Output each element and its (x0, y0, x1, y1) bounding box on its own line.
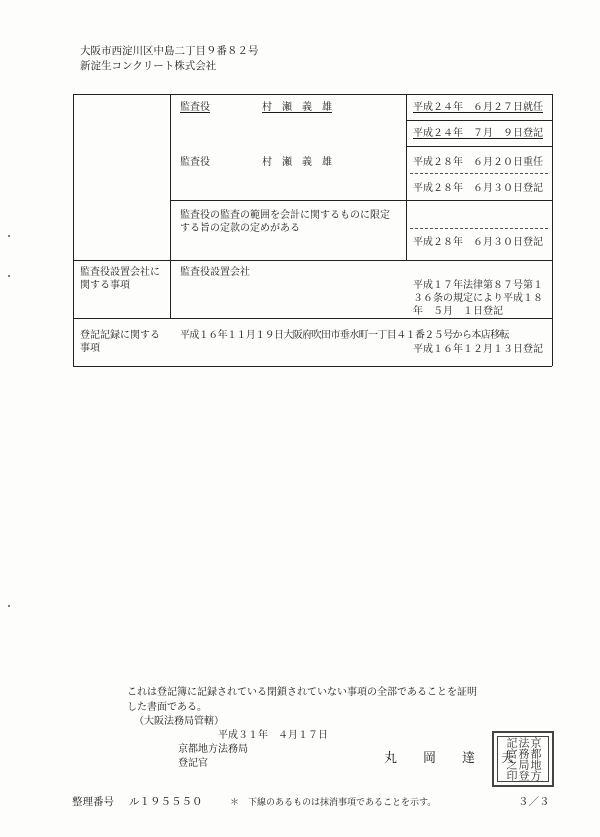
certification-line2: した書面である。 (127, 702, 207, 713)
certification-date: 平成３１年 ４月１７日 (218, 730, 328, 741)
certification-office: 京都地方法務局 (178, 744, 248, 755)
registry-record-value: 平成１６年１１月１９日大阪府吹田市垂水町一丁目４１番２５号から本店移転 (180, 330, 509, 341)
auditor-1-registered-date: 平成２４年 ７月 ９日登記 (413, 128, 543, 139)
certification-line1: これは登記簿に記録されている閉鎖されていない事項の全部であることを証明 (127, 687, 477, 698)
official-seal-text: 京都地方法務局登記官之印 (497, 736, 549, 782)
auditor-company-note-line3: 年 ５月 １日登記 (413, 306, 503, 317)
auditor-1-name: 村 瀬 義 雄 (262, 102, 332, 113)
auditor-1-title: 監査役 (180, 102, 210, 113)
auditor-2-registered-date: 平成２８年 ６月３０日登記 (413, 183, 543, 194)
auditor-company-label-line1: 監査役設置会社に (80, 267, 160, 278)
strikethrough-note: ＊ 下線のあるものは抹消事項であることを示す。 (230, 798, 437, 808)
page-number: ３／３ (518, 796, 550, 808)
registry-record-label-line2: 事項 (80, 343, 100, 354)
audit-scope-line1: 監査役の監査の範囲を会計に関するものに限定 (180, 210, 390, 221)
official-seal (492, 731, 554, 787)
certification-official-name: 丸 岡 達 夫 (384, 751, 515, 766)
company-address: 大阪市西淀川区中島二丁目９番８２号 (80, 45, 259, 57)
auditor-company-note-line2: ３６条の規定により平成１８ (413, 293, 543, 304)
auditor-2-title: 監査役 (180, 157, 210, 168)
auditor-1-appointed-date: 平成２４年 ６月２７日就任 (413, 102, 543, 113)
audit-scope-line2: する旨の定款の定めがある (180, 223, 300, 234)
registry-record-label-line1: 登記記録に関する (80, 330, 160, 341)
auditor-2-reappointed-date: 平成２８年 ６月２０日重任 (413, 157, 543, 168)
auditor-2-name: 村 瀬 義 雄 (262, 157, 332, 168)
reference-label: 整理番号 (72, 796, 114, 808)
company-name: 新淀生コンクリート株式会社 (80, 60, 217, 72)
reference-number: ル１９５５５０ (129, 796, 203, 808)
audit-scope-registered-date: 平成２８年 ６月３０日登記 (413, 237, 543, 248)
auditor-company-value: 監査役設置会社 (180, 267, 250, 278)
certification-jurisdiction: （大阪法務局管轄） (134, 716, 224, 727)
certification-official-title: 登記官 (178, 758, 208, 769)
auditor-company-label-line2: 関する事項 (80, 280, 130, 291)
auditor-company-note-line1: 平成１７年法律第８７号第１ (413, 280, 543, 291)
registry-record-date: 平成１６年１２月１３日登記 (413, 344, 543, 355)
